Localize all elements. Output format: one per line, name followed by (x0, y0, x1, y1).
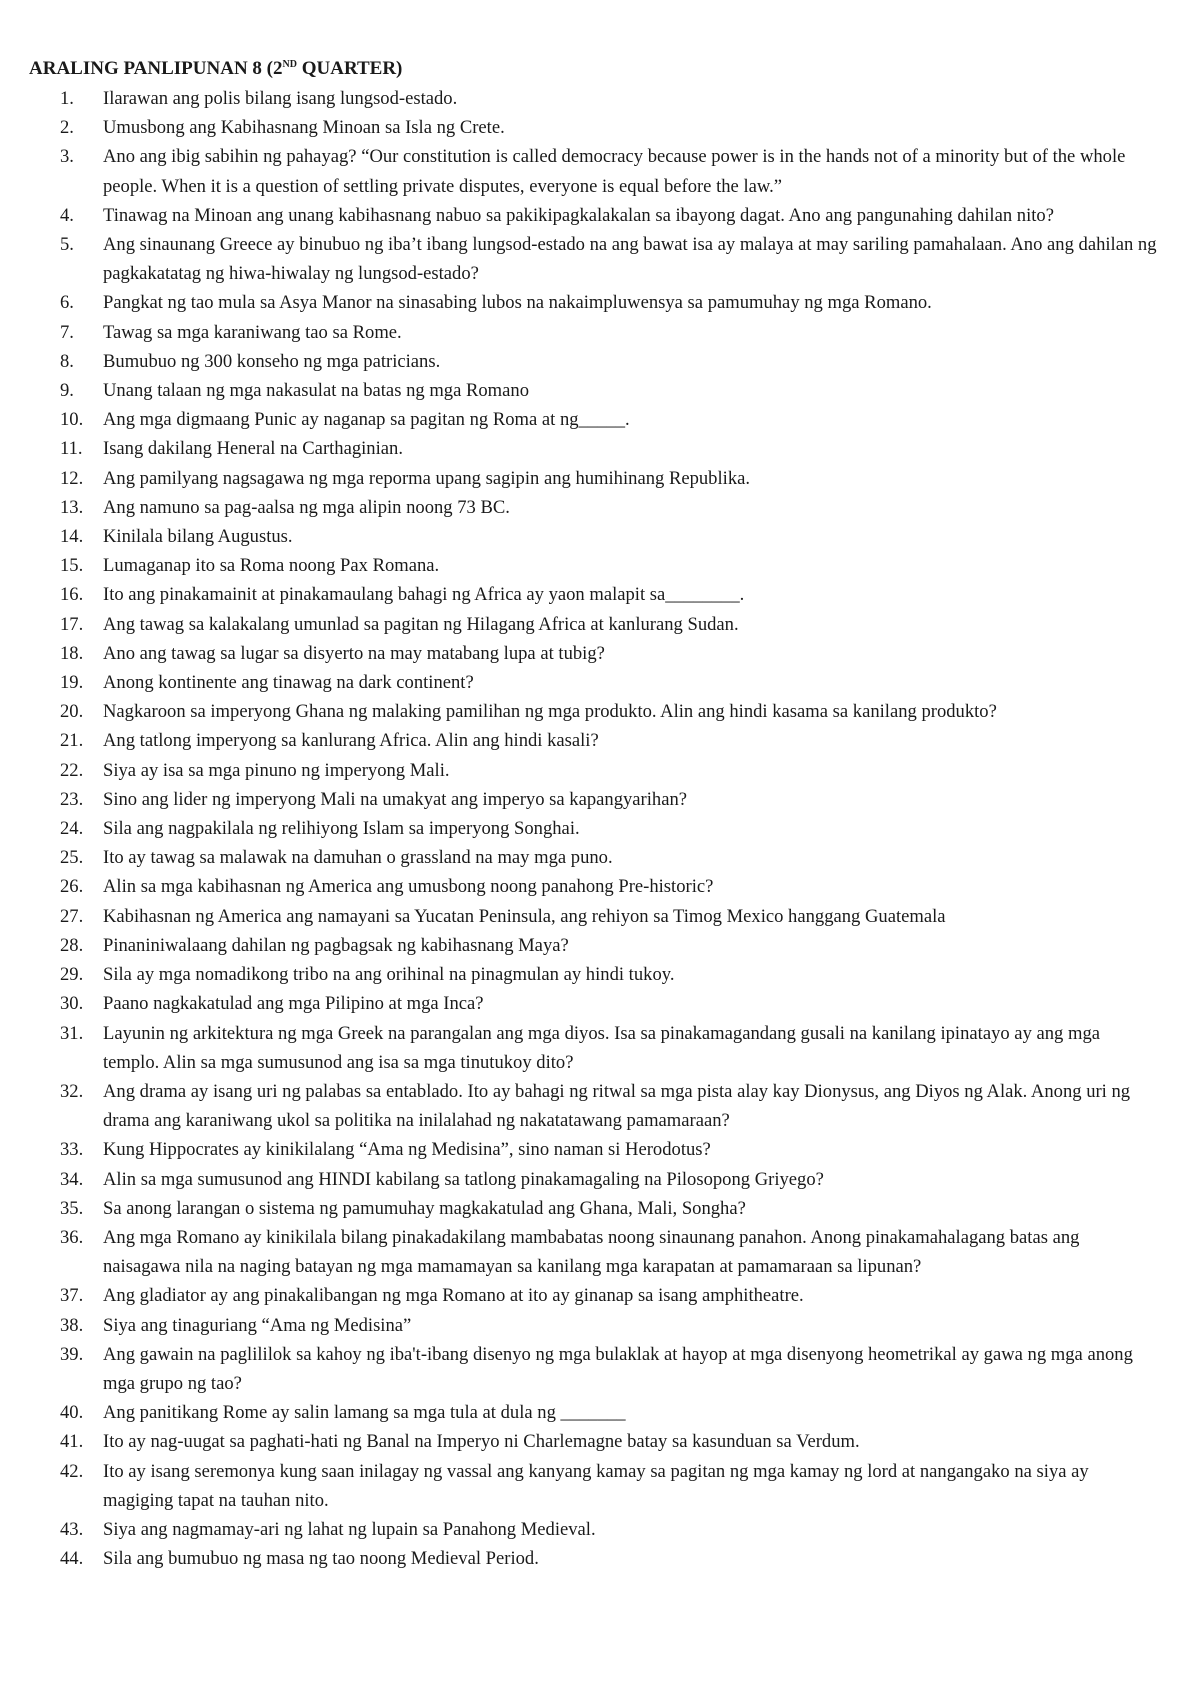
question-item (29, 434, 1160, 463)
question-text: Ito ay isang seremonya kung saan inilagay ng vassal ang kanyang kamay sa pagitan ng mga kamay ng lord at nangangako na siya ay magiging tapat na tauhan nito. (103, 1460, 1089, 1511)
page-title (29, 56, 1160, 82)
question-text: Layunin ng arkitektura ng mga Greek na parangalan ang mga diyos. Isa sa pinakamagandang gusali na kanilang ipinatayo ay ang mga templo. Alin sa mga sumusunod ang isa sa mga tinutukoy dito? (103, 1022, 1101, 1073)
question-item (29, 785, 1160, 814)
question-number: 41. (60, 1431, 84, 1453)
question-number: 18. (60, 642, 84, 664)
question-item (29, 1340, 1160, 1398)
question-number: 20. (60, 701, 84, 723)
question-number: 30. (60, 993, 84, 1015)
question-number: 42. (60, 1460, 84, 1482)
question-item (29, 84, 1160, 113)
question-number: 12. (60, 467, 84, 489)
question-text: Pangkat ng tao mula sa Asya Manor na sinasabing lubos na nakaimpluwensya sa pamumuhay ng mga Romano. (103, 292, 932, 314)
question-text: Ilarawan ang polis bilang isang lungsod-estado. (103, 88, 458, 109)
question-number: 19. (60, 672, 84, 694)
question-item (29, 288, 1160, 317)
question-text: Ang tatlong imperyong sa kanlurang Africa. Alin ang hindi kasali? (103, 730, 599, 752)
question-number: 6. (60, 292, 74, 314)
question-number: 38. (60, 1314, 84, 1336)
question-text: Sino ang lider ng imperyong Mali na umakyat ang imperyo sa kapangyarihan? (103, 788, 687, 810)
question-number: 34. (60, 1168, 84, 1190)
question-item (29, 1281, 1160, 1310)
question-text: Ang pamilyang nagsagawa ng mga reporma upang sagipin ang humihinang Republika. (103, 467, 751, 489)
question-number: 2. (60, 117, 74, 139)
question-number: 33. (60, 1139, 84, 1161)
question-text: Kinilala bilang Augustus. (103, 526, 293, 548)
question-item (29, 1515, 1160, 1544)
question-item (29, 726, 1160, 755)
question-number: 17. (60, 613, 84, 635)
question-item (29, 142, 1160, 200)
question-number: 8. (60, 350, 74, 372)
question-text: Paano nagkakatulad ang mga Pilipino at mga Inca? (103, 993, 484, 1015)
question-text: Siya ang tinaguriang “Ama ng Medisina” (103, 1314, 412, 1336)
question-number: 1. (60, 88, 74, 109)
question-text: Nagkaroon sa imperyong Ghana ng malaking pamilihan ng mga produkto. Alin ang hindi kasama sa kanilang produkto? (103, 701, 997, 723)
question-number: 22. (60, 759, 84, 781)
question-item (29, 1311, 1160, 1340)
question-number: 14. (60, 526, 84, 548)
question-text: Kabihasnan ng America ang namayani sa Yucatan Peninsula, ang rehiyon sa Timog Mexico hanggang Guatemala (103, 905, 946, 927)
question-text: Umusbong ang Kabihasnang Minoan sa Isla ng Crete. (103, 117, 505, 139)
question-number: 15. (60, 555, 84, 577)
question-item (29, 1135, 1160, 1164)
question-number: 44. (60, 1548, 84, 1570)
question-number: 32. (60, 1080, 84, 1102)
question-number: 23. (60, 788, 84, 810)
question-item (29, 522, 1160, 551)
question-number: 36. (60, 1226, 84, 1248)
question-text: Tawag sa mga karaniwang tao sa Rome. (103, 321, 402, 343)
question-text: Ano ang tawag sa lugar sa disyerto na may matabang lupa at tubig? (103, 642, 605, 664)
question-number: 28. (60, 934, 84, 956)
question-text: Lumaganap ito sa Roma noong Pax Romana. (103, 555, 440, 577)
question-item (29, 464, 1160, 493)
question-text: Ito ay tawag sa malawak na damuhan o grassland na may mga puno. (103, 847, 613, 869)
question-text: Bumubuo ng 300 konseho ng mga patricians. (103, 350, 441, 372)
question-number: 31. (60, 1022, 84, 1044)
question-number: 11. (60, 438, 83, 460)
question-text: Ang mga digmaang Punic ay naganap sa pagitan ng Roma at ng_____. (103, 409, 630, 431)
question-text: Ang sinaunang Greece ay binubuo ng iba’t ibang lungsod-estado na ang bawat isa ay malaya at may sariling pamahalaan. Ano ang dahilan ng pagkakatatag ng hiwa-hiwalay ng lungsod-estado? (103, 234, 1157, 285)
question-number: 43. (60, 1518, 84, 1540)
question-number: 9. (60, 380, 74, 402)
question-item (29, 960, 1160, 989)
question-text: Ano ang ibig sabihin ng pahayag? “Our constitution is called democracy because power is in the hands not of a minority but of the whole people. When it is a question of settling private disputes, everyone is equal before the law.” (103, 146, 1126, 197)
question-text: Ang tawag sa kalakalang umunlad sa pagitan ng Hilagang Africa at kanlurang Sudan. (103, 613, 739, 635)
question-item (29, 1427, 1160, 1456)
question-text: Sila ang bumubuo ng masa ng tao noong Medieval Period. (103, 1548, 539, 1570)
question-item (29, 668, 1160, 697)
question-number: 16. (60, 584, 84, 606)
question-item (29, 697, 1160, 726)
question-item (29, 1223, 1160, 1281)
question-text: Kung Hippocrates ay kinikilalang “Ama ng Medisina”, sino naman si Herodotus? (103, 1139, 711, 1161)
question-number: 35. (60, 1197, 84, 1219)
question-text: Siya ang nagmamay-ari ng lahat ng lupain sa Panahong Medieval. (103, 1518, 596, 1540)
question-number: 40. (60, 1402, 84, 1424)
question-text: Ito ay nag-uugat sa paghati-hati ng Banal na Imperyo ni Charlemagne batay sa kasunduan sa Verdum. (103, 1431, 860, 1453)
question-item (29, 902, 1160, 931)
question-text: Sila ang nagpakilala ng relihiyong Islam sa imperyong Songhai. (103, 818, 580, 840)
question-item (29, 318, 1160, 347)
question-list (29, 84, 1160, 1573)
question-number: 5. (60, 234, 74, 256)
question-number: 25. (60, 847, 84, 869)
question-number: 7. (60, 321, 74, 343)
question-text: Sila ay mga nomadikong tribo na ang orihinal na pinagmulan ay hindi tukoy. (103, 964, 675, 986)
question-number: 29. (60, 964, 84, 986)
question-text: Tinawag na Minoan ang unang kabihasnang nabuo sa pakikipagkalakalan sa ibayong dagat. Ano ang pangunahing dahilan nito? (103, 204, 1054, 226)
question-item (29, 347, 1160, 376)
question-item (29, 756, 1160, 785)
question-item (29, 493, 1160, 522)
question-number: 24. (60, 818, 84, 840)
question-text: Pinaniniwalaang dahilan ng pagbagsak ng kabihasnang Maya? (103, 934, 569, 956)
question-item (29, 201, 1160, 230)
question-item (29, 610, 1160, 639)
question-text: Sa anong larangan o sistema ng pamumuhay magkakatulad ang Ghana, Mali, Songha? (103, 1197, 746, 1219)
question-number: 21. (60, 730, 84, 752)
question-text: Anong kontinente ang tinawag na dark continent? (103, 672, 474, 694)
question-item (29, 1019, 1160, 1077)
question-item (29, 405, 1160, 434)
question-item (29, 1194, 1160, 1223)
question-item (29, 1165, 1160, 1194)
title-main: ARALING PANLIPUNAN 8 (2 (29, 58, 283, 79)
question-text: Unang talaan ng mga nakasulat na batas ng mga Romano (103, 380, 529, 402)
question-text: Ang panitikang Rome ay salin lamang sa mga tula at dula ng _______ (103, 1402, 626, 1424)
question-item (29, 1077, 1160, 1135)
question-item (29, 230, 1160, 288)
question-number: 37. (60, 1285, 84, 1307)
question-text: Ang drama ay isang uri ng palabas sa entablado. Ito ay bahagi ng ritwal sa mga pista alay kay Dionysus, ang Diyos ng Alak. Anong uri ng drama ang karaniwang ukol sa politika na inilalahad ng nakatatawang pamamaraan? (103, 1080, 1131, 1132)
question-item (29, 872, 1160, 901)
question-item (29, 113, 1160, 142)
question-item (29, 931, 1160, 960)
question-item (29, 1398, 1160, 1427)
question-number: 10. (60, 409, 84, 431)
question-item (29, 580, 1160, 609)
question-text: Siya ay isa sa mga pinuno ng imperyong Mali. (103, 759, 450, 781)
question-text: Ang gawain na paglililok sa kahoy ng iba't-ibang disenyo ng mga bulaklak at hayop at mga disenyong heometrikal ay gawa ng mga anong mga grupo ng tao? (103, 1343, 1133, 1394)
question-number: 3. (60, 146, 74, 168)
question-item (29, 843, 1160, 872)
question-item (29, 1544, 1160, 1573)
question-item (29, 1457, 1160, 1515)
question-number: 13. (60, 496, 84, 518)
question-item (29, 814, 1160, 843)
question-text: Isang dakilang Heneral na Carthaginian. (103, 438, 403, 460)
question-text: Ito ang pinakamainit at pinakamaulang bahagi ng Africa ay yaon malapit sa________. (103, 584, 745, 606)
title-superscript: ND (282, 59, 297, 70)
question-item (29, 989, 1160, 1018)
question-item (29, 551, 1160, 580)
question-text: Alin sa mga sumusunod ang HINDI kabilang sa tatlong pinakamagaling na Pilosopong Griyego? (103, 1168, 824, 1190)
question-text: Ang mga Romano ay kinikilala bilang pinakadakilang mambabatas noong sinaunang panahon. Anong pinakamahalagang batas ang naisagawa nila na naging batayan ng mga mamamayan sa kanilang mga karapatan at pamamaraan sa lipunan? (103, 1226, 1080, 1278)
question-text: Ang gladiator ay ang pinakalibangan ng mga Romano at ito ay ginanap sa isang amphitheatre. (103, 1285, 804, 1307)
question-number: 39. (60, 1343, 84, 1365)
question-number: 26. (60, 876, 84, 898)
question-item (29, 639, 1160, 668)
question-item (29, 376, 1160, 405)
title-tail: QUARTER) (296, 58, 403, 79)
question-text: Ang namuno sa pag-aalsa ng mga alipin noong 73 BC. (103, 496, 510, 518)
question-number: 27. (60, 905, 84, 927)
question-text: Alin sa mga kabihasnan ng America ang umusbong noong panahong Pre-historic? (103, 876, 714, 898)
question-number: 4. (60, 204, 74, 226)
